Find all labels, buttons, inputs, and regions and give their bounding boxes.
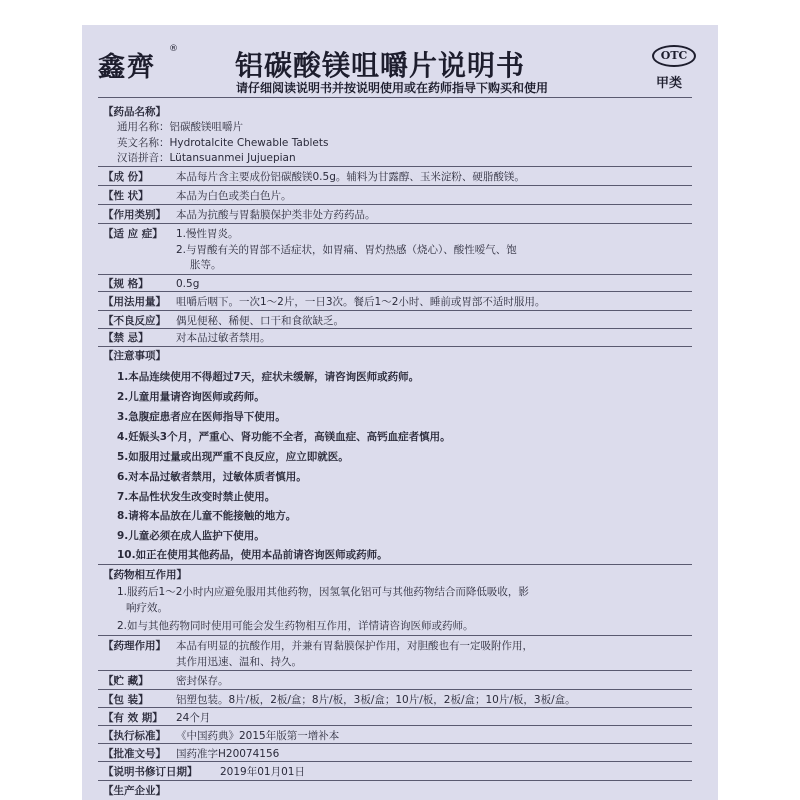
package-text: 铝塑包装。8片/板，2板/盒；8片/板，3板/盒；10片/板，2板/盒；10片/板，3板/盒。 <box>176 694 576 706</box>
precautions-heading: 【注意事项】 <box>103 350 166 362</box>
spec-label: 【规 格】 <box>103 278 149 290</box>
divider <box>98 97 692 98</box>
classification-label: 甲类 <box>656 76 683 91</box>
divider <box>98 223 692 224</box>
otc-badge: OTC <box>652 45 696 67</box>
dosage-text: 咀嚼后咽下。一次1～2片，一日3次。餐后1～2小时、睡前或胃部不适时服用。 <box>176 296 546 308</box>
pinyin-name: 汉语拼音：Lütansuanmei Jujuepian <box>117 152 296 164</box>
components-text: 本品每片含主要成份铝碳酸镁0.5g。辅料为甘露醇、玉米淀粉、硬脂酸镁。 <box>176 171 525 183</box>
pharmacology-label: 【药理作用】 <box>103 640 166 652</box>
divider <box>98 274 692 275</box>
english-name: 英文名称：Hydrotalcite Chewable Tablets <box>117 137 329 149</box>
interactions-heading: 【药物相互作用】 <box>103 569 187 581</box>
interactions-line: 响疗效。 <box>126 602 168 614</box>
approval-text: 国药准字H20074156 <box>176 748 280 760</box>
divider <box>98 204 692 205</box>
precaution-item: 5.如服用过量或出现严重不良反应，应立即就医。 <box>117 451 349 463</box>
interactions-line: 2.如与其他药物同时使用可能会发生药物相互作用，详情请咨询医师或药师。 <box>117 620 474 632</box>
indications-line: 胀等。 <box>190 259 222 271</box>
generic-name: 通用名称：铝碳酸镁咀嚼片 <box>117 121 243 133</box>
brand-logo: 鑫齊 <box>98 52 156 83</box>
indications-line: 1.慢性胃炎。 <box>176 228 239 240</box>
revision-text: 2019年01月01日 <box>220 766 305 778</box>
pharmacology-text: 本品有明显的抗酸作用，并兼有胃黏膜保护作用，对胆酸也有一定吸附作用， <box>176 640 533 652</box>
appearance-label: 【性 状】 <box>103 190 149 202</box>
contraindication-label: 【禁 忌】 <box>103 332 149 344</box>
precaution-item: 10.如正在使用其他药品，使用本品前请咨询医师或药师。 <box>117 549 388 561</box>
subtitle: 请仔细阅读说明书并按说明使用或在药师指导下购买和使用 <box>236 81 549 95</box>
precaution-item: 1.本品连续使用不得超过7天，症状未缓解，请咨询医师或药师。 <box>117 371 420 383</box>
divider <box>98 780 692 781</box>
spec-text: 0.5g <box>176 278 200 290</box>
precaution-item: 2.儿童用量请咨询医师或药师。 <box>117 391 265 403</box>
indications-line: 2.与胃酸有关的胃部不适症状，如胃痛、胃灼热感（烧心）、酸性嗳气、饱 <box>176 244 517 256</box>
approval-label: 【批准文号】 <box>103 748 166 760</box>
divider <box>98 707 692 708</box>
divider <box>98 185 692 186</box>
category-text: 本品为抗酸与胃黏膜保护类非处方药药品。 <box>176 209 376 221</box>
precaution-item: 9.儿童必须在成人监护下使用。 <box>117 530 265 542</box>
appearance-text: 本品为白色或类白色片。 <box>176 190 292 202</box>
page-title: 铝碳酸镁咀嚼片说明书 <box>235 49 526 82</box>
divider <box>98 743 692 744</box>
precaution-item: 4.妊娠头3个月，严重心、肾功能不全者，高镁血症、高钙血症者慎用。 <box>117 431 451 443</box>
components-label: 【成 份】 <box>103 171 149 183</box>
divider <box>98 328 692 329</box>
indications-label: 【适 应 症】 <box>103 228 163 240</box>
validity-label: 【有 效 期】 <box>103 712 163 724</box>
storage-text: 密封保存。 <box>176 675 229 687</box>
divider <box>98 346 692 347</box>
standard-label: 【执行标准】 <box>103 730 166 742</box>
divider <box>98 291 692 292</box>
divider <box>98 310 692 311</box>
standard-text: 《中国药典》2015年版第一增补本 <box>176 730 340 742</box>
precaution-item: 3.急腹症患者应在医师指导下使用。 <box>117 411 286 423</box>
divider <box>98 689 692 690</box>
interactions-line: 1.服药后1～2小时内应避免服用其他药物，因氢氧化铝可与其他药物结合而降低吸收，影 <box>117 586 529 598</box>
divider <box>98 725 692 726</box>
adverse-text: 偶见便秘、稀便、口干和食欲缺乏。 <box>176 315 344 327</box>
precaution-item: 8.请将本品放在儿童不能接触的地方。 <box>117 510 297 522</box>
category-label: 【作用类别】 <box>103 209 166 221</box>
revision-label: 【说明书修订日期】 <box>103 766 198 778</box>
divider <box>98 761 692 762</box>
pharmacology-text: 其作用迅速、温和、持久。 <box>176 656 302 668</box>
divider <box>98 670 692 671</box>
package-label: 【包 装】 <box>103 694 149 706</box>
storage-label: 【贮 藏】 <box>103 675 149 687</box>
registered-mark: ® <box>169 44 178 54</box>
dosage-label: 【用法用量】 <box>103 296 166 308</box>
manufacturer-heading: 【生产企业】 <box>103 785 166 797</box>
name-heading: 【药品名称】 <box>103 106 166 118</box>
divider <box>98 166 692 167</box>
adverse-label: 【不良反应】 <box>103 315 166 327</box>
divider <box>98 635 692 636</box>
divider <box>98 564 692 565</box>
precaution-item: 6.对本品过敏者禁用，过敏体质者慎用。 <box>117 471 307 483</box>
contraindication-text: 对本品过敏者禁用。 <box>176 332 271 344</box>
validity-text: 24个月 <box>176 712 211 724</box>
precaution-item: 7.本品性状发生改变时禁止使用。 <box>117 491 276 503</box>
